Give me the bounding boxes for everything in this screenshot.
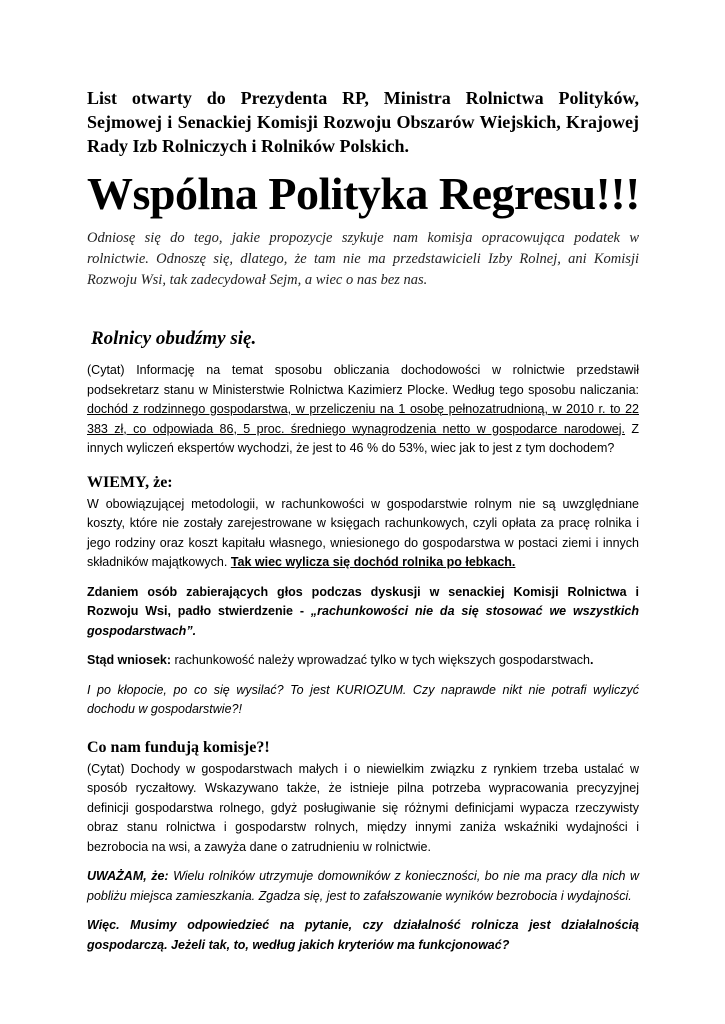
section3-paragraph-2 — [87, 867, 639, 906]
conclusion-text: rachunkowość należy wprowadzać tylko w tych większych gospodarstwach — [171, 653, 590, 667]
section2-quote: „rachunkowości nie da się stosować we wszystkich gospodarstwach”. — [87, 604, 639, 638]
section-heading-wiemy: WIEMY, że: — [87, 473, 173, 491]
intro-paragraph: Odniosę się do tego, jakie propozycje szykuje nam komisja opracowująca podatek w rolnictwie. Odnoszę się, dlatego, że tam nie ma przedstawicieli Izby Rolnej, ani Komisji Rozwoju Wsi, tak zadecydował Sejm, a wiec o nas bez nas. — [87, 230, 639, 288]
section-heading-komisje: Co nam fundują komisje?! — [87, 738, 270, 756]
section2-bold-underlined: Tak wiec wylicza się dochód rolnika po łebkach. — [230, 555, 516, 569]
section2-paragraph-4: I po kłopocie, po co się wysilać? To jest KURIOZUM. Czy naprawde nikt nie potrafi wyliczyć dochodu w gospodarstwie?! — [87, 682, 639, 716]
section1-text-start: (Cytat) Informację na temat sposobu obliczania dochodowości w rolnictwie przedstawił podsekretarz stanu w Ministerstwie Rolnictwa Kazimierz Plocke. Według tego sposobu naliczania: — [87, 363, 639, 397]
section2-bold-text: Zdaniem osób zabierających głos podczas dyskusji w senackiej Komisji Rolnictwa i Rozwoju Wsi, padło stwierdzenie - — [87, 584, 639, 618]
section2-text: W obowiązującej metodologii, w rachunkowości w gospodarstwie rolnym nie są uwzględniane koszty, które nie zostały zarejestrowane w księgach rachunkowych, czyli opłata za pracę rolnika i jego rodziny oraz koszt kapitału własnego, wniesionego do gospodarstwa w postaci ziemi i innych składników majątkowych. — [87, 496, 639, 569]
conclusion-label: Stąd wniosek: — [87, 653, 172, 667]
section1-text-end: Z innych wyliczeń ekspertów wychodzi, że jest to 46 % do 53%, wiec jak to jest z tym dochodem? — [87, 421, 639, 455]
section3-paragraph-1: (Cytat) Dochody w gospodarstwach małych i o niewielkim związku z rynkiem trzeba ustalać w sposób ryczałtowy. Wskazywano także, że istnieje pilna potrzeba wypracowania precyzyjnej definicji gospodarstwa rolnego, gdyż posługiwanie się różnymi definicjami wypacza rzeczywisty obraz stanu rolnictwa i gospodarstw rolnych, między innymi zaniża wskaźniki wydajności i bezrobocia na wsi, a zawyża dane o zatrudnieniu w rolnictwie. — [87, 761, 639, 854]
document-page — [87, 86, 639, 965]
section-heading-rolnicy: Rolnicy obudźmy się. — [91, 328, 257, 349]
section2-paragraph-1 — [87, 495, 639, 573]
letter-header: List otwarty do Prezydenta RP, Ministra Rolnictwa Polityków, Sejmowej i Senackiej Komisji Rozwoju Obszarów Wiejskich, Krajowej Rady Izb Rolniczych i Rolników Polskich. — [87, 88, 639, 156]
section3-uwazam-text: Wielu rolników utrzymuje domowników z konieczności, bo nie ma pracy dla nich w pobliżu miejsca zamieszkania. Zgadza się, jest to zafałszowanie wyników bezrobocia i wydajności. — [87, 869, 639, 903]
conclusion-dot: . — [589, 653, 594, 667]
section3-uwazam: UWAŻAM, że: — [87, 869, 169, 883]
section2-paragraph-2 — [87, 583, 639, 642]
section3-paragraph-3: Więc. Musimy odpowiedzieć na pytanie, czy działalność rolnicza jest działalnością gospodarczą. Jeżeli tak, to, według jakich kryteriów ma funkcjonować? — [87, 918, 639, 952]
section1-underlined-text: dochód z rodzinnego gospodarstwa, w przeliczeniu na 1 osobę pełnozatrudnioną, w 2010 r. to 22 383 zł, co odpowiada 86, 5 proc. średniego wynagrodzenia netto w gospodarce narodowej. — [87, 402, 639, 436]
section1-paragraph — [87, 361, 639, 459]
section2-paragraph-3 — [87, 651, 639, 671]
document-title: Wspólna Polityka Regresu!!! — [87, 168, 640, 219]
